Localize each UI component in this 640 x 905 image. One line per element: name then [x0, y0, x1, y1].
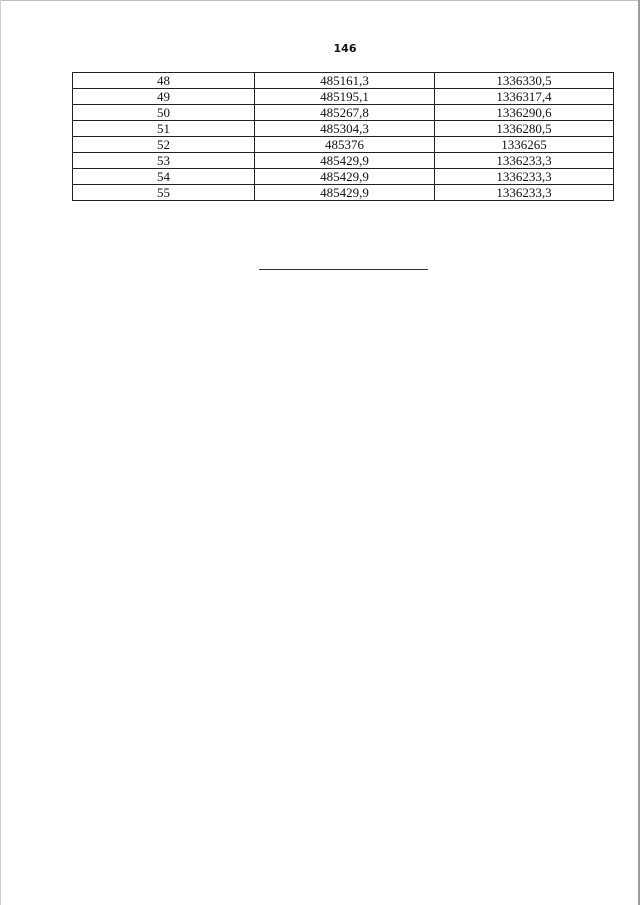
x-coordinate-cell: 485304,3 [255, 121, 435, 137]
table-row [73, 137, 614, 153]
table-row [73, 169, 614, 185]
table-row [73, 89, 614, 105]
point-number-cell: 54 [73, 169, 255, 185]
x-coordinate-cell: 485429,9 [255, 153, 435, 169]
table-row [73, 73, 614, 89]
x-coordinate-cell: 485376 [255, 137, 435, 153]
y-coordinate-cell: 1336233,3 [435, 185, 614, 201]
table-row [73, 153, 614, 169]
y-coordinate-cell: 1336330,5 [435, 73, 614, 89]
point-number-cell: 50 [73, 105, 255, 121]
table-row [73, 121, 614, 137]
page-number: 146 [333, 42, 357, 55]
scan-edge-top [0, 0, 640, 1]
y-coordinate-cell: 1336290,6 [435, 105, 614, 121]
x-coordinate-cell: 485429,9 [255, 169, 435, 185]
scan-edge-left [0, 0, 1, 905]
x-coordinate-cell: 485429,9 [255, 185, 435, 201]
point-number-cell: 53 [73, 153, 255, 169]
end-of-document-rule [259, 269, 428, 270]
point-number-cell: 48 [73, 73, 255, 89]
y-coordinate-cell: 1336317,4 [435, 89, 614, 105]
point-number-cell: 49 [73, 89, 255, 105]
x-coordinate-cell: 485161,3 [255, 73, 435, 89]
x-coordinate-cell: 485195,1 [255, 89, 435, 105]
coordinates-table [72, 72, 614, 201]
point-number-cell: 51 [73, 121, 255, 137]
y-coordinate-cell: 1336280,5 [435, 121, 614, 137]
y-coordinate-cell: 1336265 [435, 137, 614, 153]
y-coordinate-cell: 1336233,3 [435, 153, 614, 169]
y-coordinate-cell: 1336233,3 [435, 169, 614, 185]
table-row [73, 105, 614, 121]
x-coordinate-cell: 485267,8 [255, 105, 435, 121]
point-number-cell: 55 [73, 185, 255, 201]
table-row [73, 185, 614, 201]
point-number-cell: 52 [73, 137, 255, 153]
